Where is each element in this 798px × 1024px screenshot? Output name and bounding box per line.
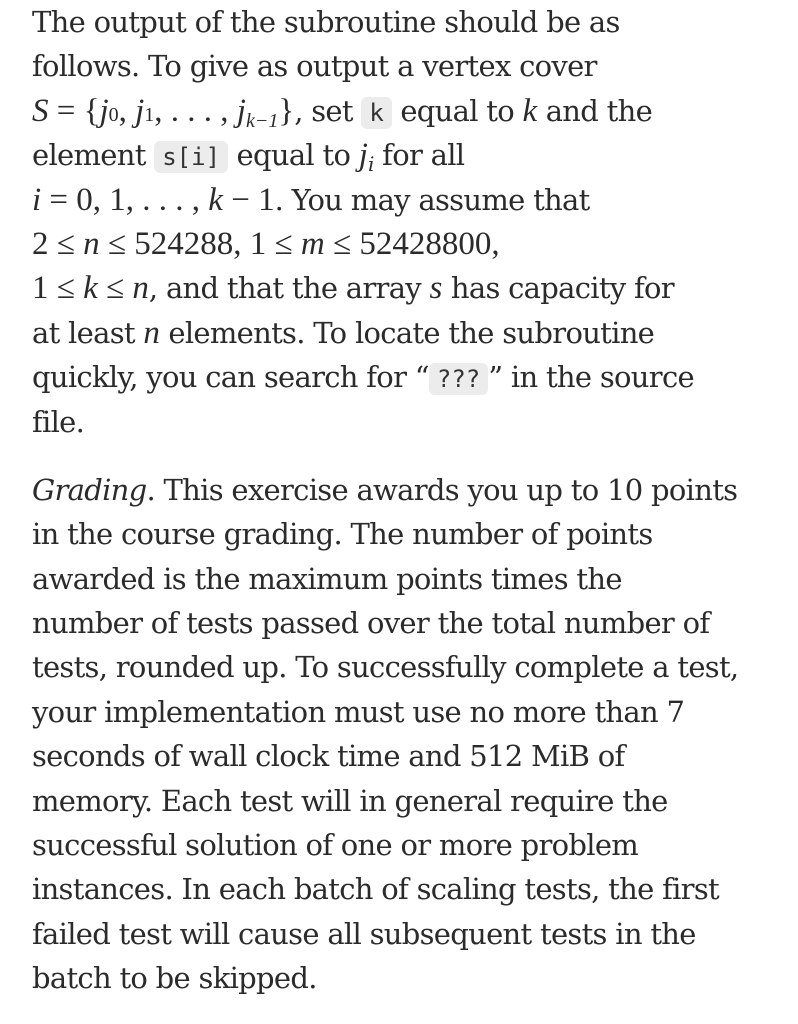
text-line (32, 468, 782, 512)
line-text: batch to be skipped. (32, 961, 317, 996)
set-formula (32, 92, 295, 132)
line-text: . This exercise awards you up to 10 points (146, 472, 738, 507)
math-op: − 1 (222, 181, 275, 218)
bounds-formula (32, 226, 500, 262)
line-text: , and that the array (148, 271, 430, 306)
range-formula (32, 182, 275, 218)
text-line (32, 89, 782, 133)
math-op: ≤ 524288, 1 ≤ (99, 225, 301, 262)
text-line (32, 601, 782, 645)
k-bounds-formula (32, 270, 149, 306)
line-text: at least (32, 315, 144, 350)
line-text: seconds of wall clock time and 512 MiB of (32, 739, 625, 774)
document-body (32, 0, 782, 1001)
line-text: for all (373, 138, 465, 173)
math-var: j (99, 92, 109, 129)
text-line (32, 512, 782, 556)
math-var: k (208, 181, 223, 218)
math-var: s (429, 270, 443, 307)
math-var: m (300, 225, 325, 262)
math-var: n (143, 314, 160, 351)
text-line (32, 400, 782, 444)
math-sub: k−1 (245, 109, 279, 132)
text-line (32, 823, 782, 867)
line-text: memory. Each test will in general require the (32, 783, 668, 818)
math-var: S (32, 92, 49, 129)
line-text: The output of the subroutine should be as (32, 5, 620, 39)
math-var: n (83, 225, 100, 262)
math-op: 1 ≤ (32, 270, 84, 307)
line-text: ” in the source (488, 360, 694, 395)
line-text: follows. To give as output a vertex cover (32, 49, 597, 84)
line-text: quickly, you can search for “ (32, 360, 429, 395)
math-sub: i (367, 152, 374, 177)
line-text: failed test will cause all subsequent tests in the (32, 916, 696, 951)
text-line (32, 266, 782, 310)
math-var: j (236, 92, 246, 129)
math-var: j (358, 137, 368, 174)
text-line (32, 44, 782, 88)
math-var: n (132, 270, 149, 307)
text-line (32, 734, 782, 778)
line-text: your implementation must use no more than 7 (32, 694, 685, 729)
line-text: equal to (391, 93, 523, 128)
text-line (32, 690, 782, 734)
line-text: successful solution of one or more problem (32, 828, 639, 863)
math-op: 2 ≤ (32, 225, 84, 262)
line-text: number of tests passed over the total number of (32, 606, 710, 641)
text-line (32, 222, 782, 266)
math-op: } (278, 92, 295, 129)
math-var: j (135, 92, 145, 129)
inline-code-k: k (361, 97, 391, 129)
math-var: k (83, 270, 98, 307)
text-line (32, 956, 782, 1000)
math-var: i (32, 181, 42, 218)
inline-code-search-marker: ??? (429, 363, 488, 395)
line-text: and the (537, 93, 653, 128)
text-line (32, 311, 782, 355)
math-op: ≤ 52428800, (324, 225, 500, 262)
text-line (32, 912, 782, 956)
grading-paragraph (32, 468, 782, 1001)
output-paragraph (32, 0, 782, 444)
text-line (32, 867, 782, 911)
math-op: , . . . , (154, 92, 237, 129)
text-line (32, 178, 782, 222)
text-line (32, 557, 782, 601)
text-line (32, 779, 782, 823)
inline-code-s-i: s[i] (154, 141, 228, 173)
line-text: instances. In each batch of scaling tests, the first (32, 872, 719, 907)
line-text: file. (32, 404, 85, 439)
math-sub: 1 (144, 103, 155, 126)
text-line (32, 355, 782, 399)
line-text: element (32, 138, 155, 173)
line-text: elements. To locate the subroutine (159, 315, 655, 350)
math-op: = 0, 1, . . . , (41, 181, 209, 218)
grading-label: Grading (32, 472, 147, 507)
math-sub: 0 (108, 103, 119, 126)
line-text: equal to (228, 138, 359, 173)
text-line (32, 133, 782, 177)
math-var: k (522, 92, 538, 129)
math-op: ≤ (97, 270, 133, 307)
line-text: tests, rounded up. To successfully complete a test, (32, 650, 739, 685)
line-text: awarded is the maximum points times the (32, 561, 622, 596)
line-text: has capacity for (442, 271, 674, 306)
text-line (32, 645, 782, 689)
line-text: . You may assume that (274, 182, 590, 217)
text-line (32, 0, 782, 44)
line-text: , set (294, 93, 362, 128)
math-op: , (118, 92, 136, 129)
line-text: in the course grading. The number of points (32, 517, 653, 552)
math-op: = { (48, 92, 100, 129)
